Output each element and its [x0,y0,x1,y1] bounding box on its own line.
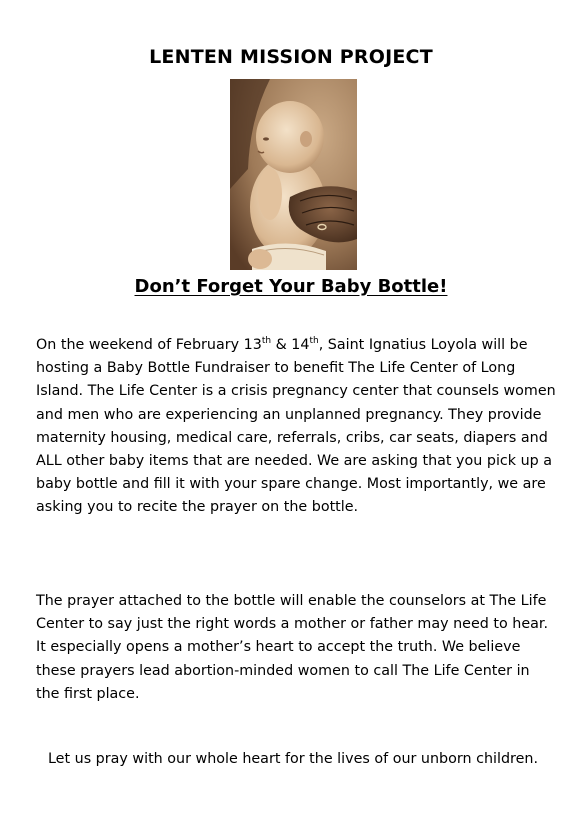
headline [0,276,582,297]
paragraph-2: The prayer attached to the bottle will enable the counselors at The Life Center to say just the right words a mother or father may need to hear. It especially opens a mother’s heart to accept the truth. We believe these prayers lead abortion-minded women to call The Life Center in the first place. [36,593,548,702]
headline-text: Don’t Forget Your Baby Bottle! [134,276,448,297]
paragraph-1-rest: , Saint Ignatius Loyola will be hosting a Baby Bottle Fundraiser to benefit The Life Center of Long Island. The Life Center is a crisis pregnancy center that counsels women and men who are experiencing an unplanned pregnancy. They provide maternity housing, medical care, referrals, cribs, car seats, diapers and ALL other baby items that are needed. We are asking that you pick up a baby bottle and fill it with your spare change. Most importantly, we are asking you to recite the prayer on the bottle. [36,337,556,516]
baby-photo-icon [230,79,357,270]
superscript-2: th [309,336,319,347]
paragraph-1-start: On the weekend of February 13 [36,337,262,353]
page-title: LENTEN MISSION PROJECT [149,46,433,68]
paragraph-1-date-2: & 14 [271,337,310,353]
closing-line: Let us pray with our whole heart for the lives of our unborn children. [47,751,539,767]
baby-photo [230,79,357,270]
superscript-1: th [261,336,272,347]
paragraph-1 [36,334,556,520]
